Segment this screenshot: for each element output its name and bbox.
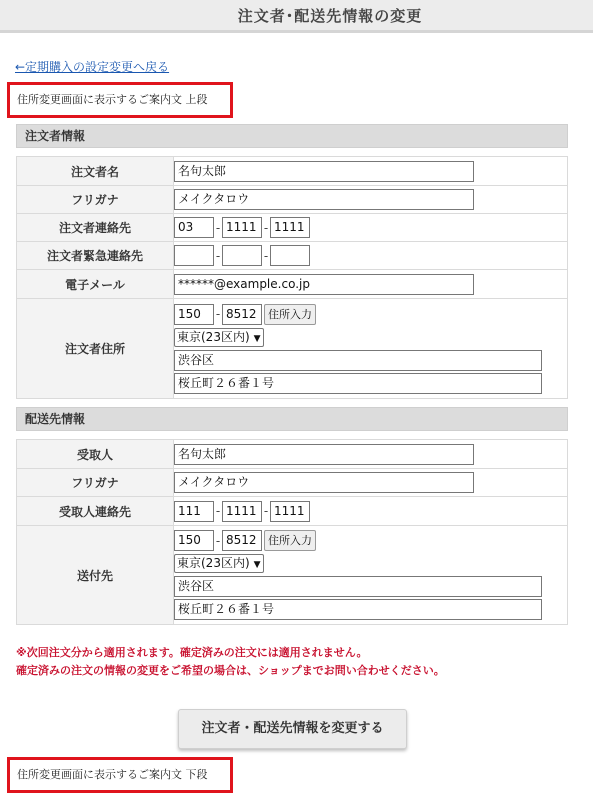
notice-bottom: 住所変更画面に表示するご案内文 下段 [7, 757, 233, 793]
recipient-row [17, 440, 568, 469]
orderer-form [16, 156, 568, 399]
orderer-kana-input[interactable]: メイクタロウ [174, 189, 474, 210]
shipping-city-input[interactable]: 渋谷区 [174, 576, 542, 597]
dash: - [263, 220, 269, 235]
page-title: 注文者･配送先情報の変更 [237, 7, 423, 25]
shipping-prefecture-value: 東京(23区内) [177, 556, 250, 570]
dash: - [263, 504, 269, 518]
warning-line-1: ※次回注文分から適用されます。確定済みの注文には適用されません。 [16, 646, 368, 659]
back-to-subscription-link[interactable]: ←定期購入の設定変更へ戻る [15, 60, 170, 74]
shipping-prefecture-select[interactable] [174, 554, 264, 573]
orderer-emergency-label: 注文者緊急連絡先 [17, 242, 174, 270]
orderer-email-label: 電子メール [17, 270, 174, 299]
dash: - [215, 504, 221, 518]
orderer-emergency-row [17, 242, 568, 270]
orderer-kana-row [17, 186, 568, 214]
chevron-down-icon: ▼ [253, 333, 261, 344]
dash: - [215, 307, 221, 321]
orderer-prefecture-value: 東京(23区内) [177, 329, 250, 344]
orderer-name-input[interactable]: 名句太郎 [174, 161, 474, 182]
orderer-zip-1-input[interactable]: 150 [174, 304, 214, 325]
dash: - [215, 220, 221, 235]
recipient-tel-3-input[interactable]: 1111 [270, 501, 310, 522]
shipping-form [16, 439, 568, 625]
recipient-kana-input[interactable]: メイクタロウ [174, 472, 474, 493]
orderer-tel-2-input[interactable]: 1111 [222, 217, 262, 238]
orderer-tel-row [17, 214, 568, 242]
warning-message [16, 644, 445, 680]
shipping-zip-1-input[interactable]: 150 [174, 530, 214, 551]
orderer-street-input[interactable]: 桜丘町２６番１号 [174, 373, 542, 394]
orderer-emergency-3-input[interactable] [270, 245, 310, 266]
shipping-address-row [17, 526, 568, 625]
chevron-down-icon: ▼ [253, 560, 261, 570]
orderer-name-label: 注文者名 [17, 157, 174, 186]
orderer-tel-3-input[interactable]: 1111 [270, 217, 310, 238]
orderer-prefecture-select[interactable] [174, 328, 264, 347]
notice-top: 住所変更画面に表示するご案内文 上段 [7, 82, 233, 118]
shipping-section-header: 配送先情報 [16, 407, 568, 431]
recipient-tel-1-input[interactable]: 111 [174, 501, 214, 522]
orderer-tel-1-input[interactable]: 03 [174, 217, 214, 238]
warning-line-2: 確定済みの注文の情報の変更をご希望の場合は、ショップまでお問い合わせください。 [16, 664, 445, 677]
recipient-tel-row [17, 497, 568, 526]
shipping-zip-2-input[interactable]: 8512 [222, 530, 262, 551]
orderer-emergency-2-input[interactable] [222, 245, 262, 266]
recipient-label: 受取人 [17, 440, 174, 469]
orderer-emergency-1-input[interactable] [174, 245, 214, 266]
dash: - [263, 248, 269, 263]
orderer-zip-2-input[interactable]: 8512 [222, 304, 262, 325]
recipient-input[interactable]: 名句太郎 [174, 444, 474, 465]
shipping-street-input[interactable]: 桜丘町２６番１号 [174, 599, 542, 620]
orderer-section-header: 注文者情報 [16, 124, 568, 148]
orderer-city-input[interactable]: 渋谷区 [174, 350, 542, 371]
orderer-email-input[interactable]: ******@example.co.jp [174, 274, 474, 295]
orderer-address-label: 注文者住所 [17, 299, 174, 399]
dash: - [215, 533, 221, 548]
dash: - [215, 248, 221, 263]
orderer-address-row [17, 299, 568, 399]
recipient-kana-row [17, 469, 568, 497]
orderer-email-row [17, 270, 568, 299]
recipient-kana-label: フリガナ [17, 469, 174, 497]
shipping-address-lookup-button[interactable]: 住所入力 [264, 530, 316, 551]
orderer-address-lookup-button[interactable]: 住所入力 [264, 304, 316, 325]
shipping-address-label: 送付先 [17, 526, 174, 625]
orderer-tel-label: 注文者連絡先 [17, 214, 174, 242]
recipient-tel-2-input[interactable]: 1111 [222, 501, 262, 522]
page-header [0, 0, 593, 33]
orderer-kana-label: フリガナ [17, 186, 174, 214]
submit-change-button[interactable]: 注文者・配送先情報を変更する [178, 709, 407, 749]
recipient-tel-label: 受取人連絡先 [17, 497, 174, 526]
orderer-name-row [17, 157, 568, 186]
